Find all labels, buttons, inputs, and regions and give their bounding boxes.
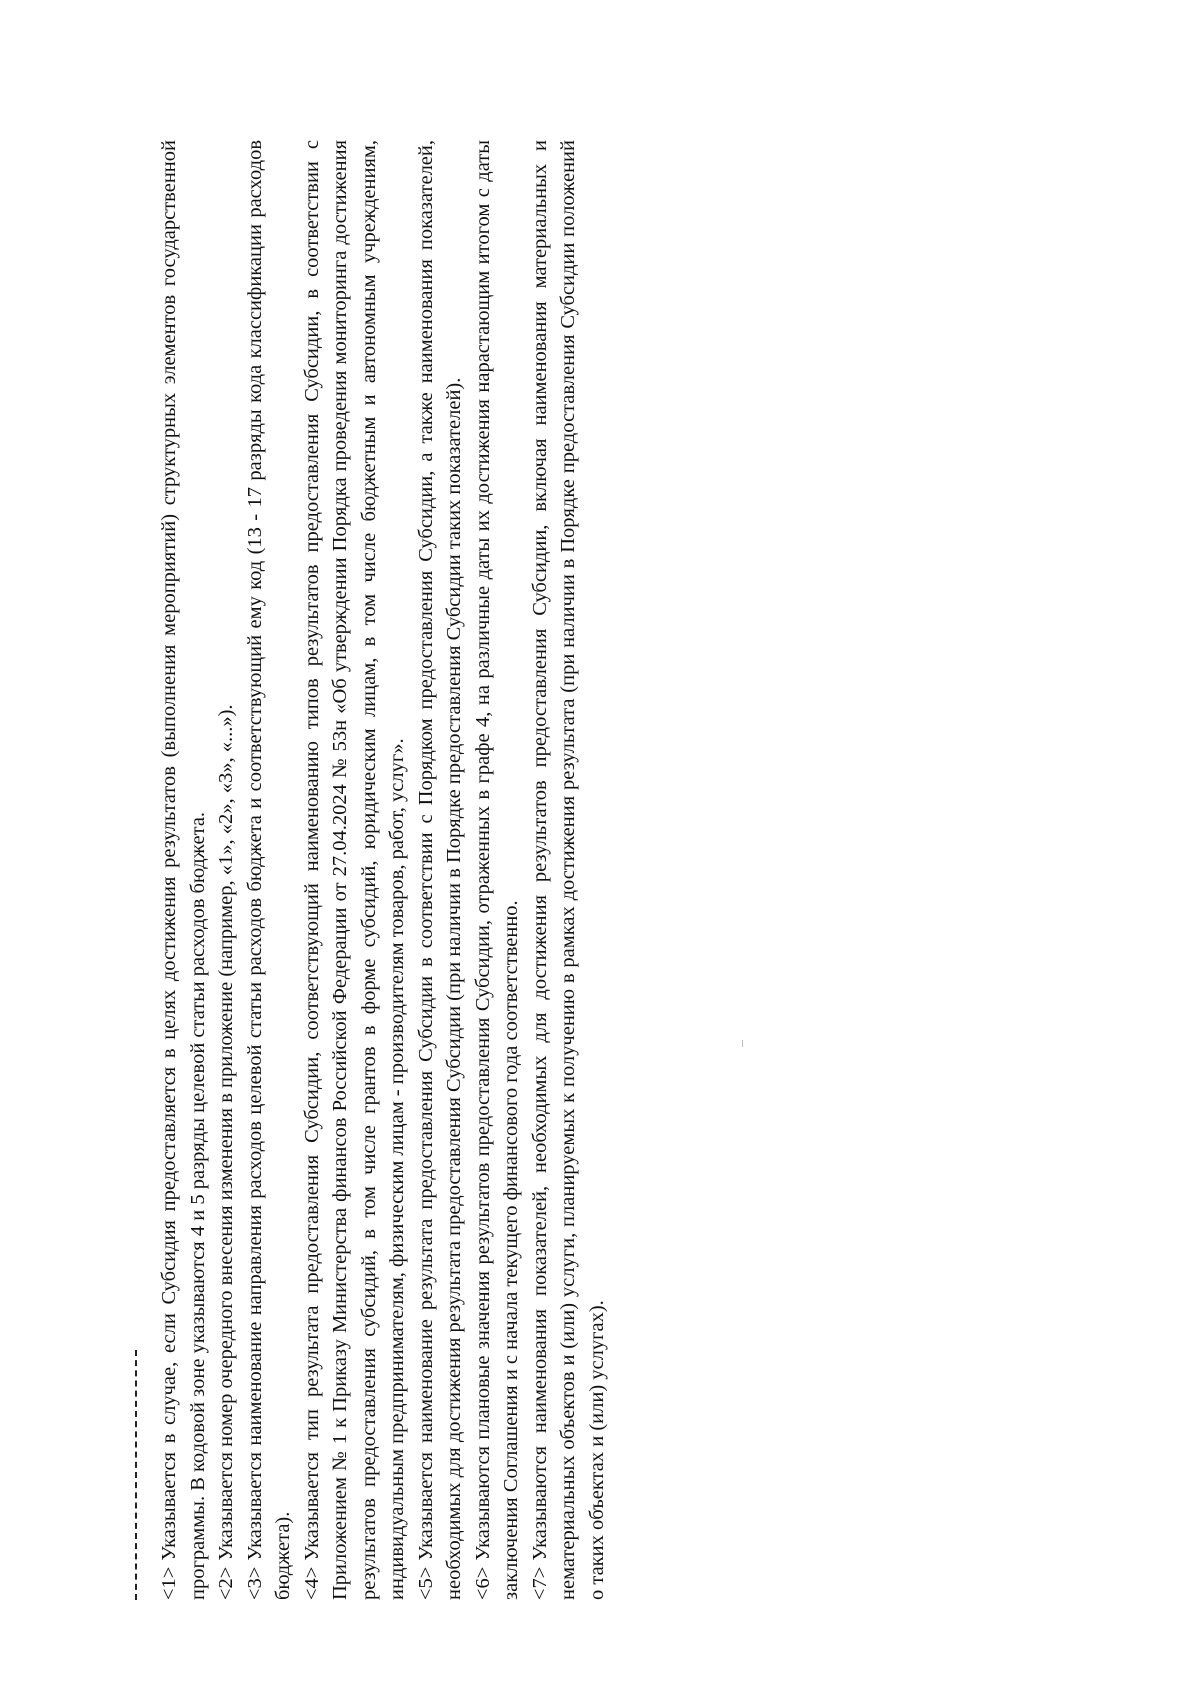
footnote-marker: <5> bbox=[414, 1566, 437, 1600]
footnote-text: Указывается наименование результата предоставления Субсидии в соответствии с Порядком предоставления Субсидии, а также наименования показателей, необходимых для достижения результата предоставления Субсидии (при наличии в Порядке предоставления Субсидии таких показателей). bbox=[414, 140, 465, 1600]
footnote-text: Указывается номер очередного внесения изменения в приложение (например, «1», «2», «3», «...»). bbox=[215, 704, 237, 1561]
footnote-marker: <7> bbox=[528, 1566, 551, 1600]
scan-artifact bbox=[742, 1040, 743, 1047]
footnotes-block bbox=[135, 140, 755, 1600]
footnote-text: Указываются плановые значения результатов предоставления Субсидии, отраженных в графе 4, на различные даты их достижения нарастающим итогом с даты заключения Соглашения и с начала текущего финансового года соответственно. bbox=[471, 140, 522, 1600]
footnote-5 bbox=[412, 140, 469, 1600]
footnote-text: Указывается в случае, если Субсидия предоставляется в целях достижения результатов (выполнения мероприятий) структурных элементов государственной программы. В кодовой зоне указываются 4 и 5 разряды целевой статьи расходов бюджета. bbox=[158, 140, 209, 1600]
footnote-marker: <2> bbox=[215, 1566, 237, 1600]
footnote-7 bbox=[526, 140, 612, 1600]
footnote-text: Указывается наименование направления расходов целевой статьи расходов бюджета и соответствующий ему код (13 - 17 разряды кода классификации расходов бюджета). bbox=[243, 140, 294, 1600]
footnote-6 bbox=[469, 140, 526, 1600]
footnote-1 bbox=[155, 140, 212, 1600]
footnote-marker: <1> bbox=[158, 1566, 180, 1600]
footnote-4 bbox=[298, 140, 412, 1600]
footnote-marker: <4> bbox=[300, 1566, 323, 1600]
footnote-text: Указывается тип результата предоставления Субсидии, соответствующий наименованию типов результатов предоставления Субсидии, в соответствии с Приложением № 1 к Приказу Министерства финансов Российской Федерации от 27.04.2024 № 53н «Об утверждении Порядка проведения мониторинга достижения результатов предоставления субсидий, в том числе грантов в форме субсидий, юридическим лицам, в том числе бюджетным и автономным учреждениям, индивидуальным предпринимателям, физическим лицам - производителям товаров, работ, услуг». bbox=[300, 140, 408, 1600]
footnote-2 bbox=[212, 140, 241, 1600]
footnote-3 bbox=[241, 140, 298, 1600]
footnote-text: Указываются наименования показателей, необходимых для достижения результатов предоставления Субсидии, включая наименования материальных и нематериальных объектов и (или) услуги, планируемых к получению в рамках достижения результата (при наличии в Порядке предоставления Субсидии положений о таких объектах и (или) услугах). bbox=[528, 140, 608, 1600]
footnote-marker: <3> bbox=[243, 1566, 266, 1600]
footnote-separator bbox=[135, 1350, 137, 1600]
footnote-marker: <6> bbox=[471, 1566, 494, 1600]
